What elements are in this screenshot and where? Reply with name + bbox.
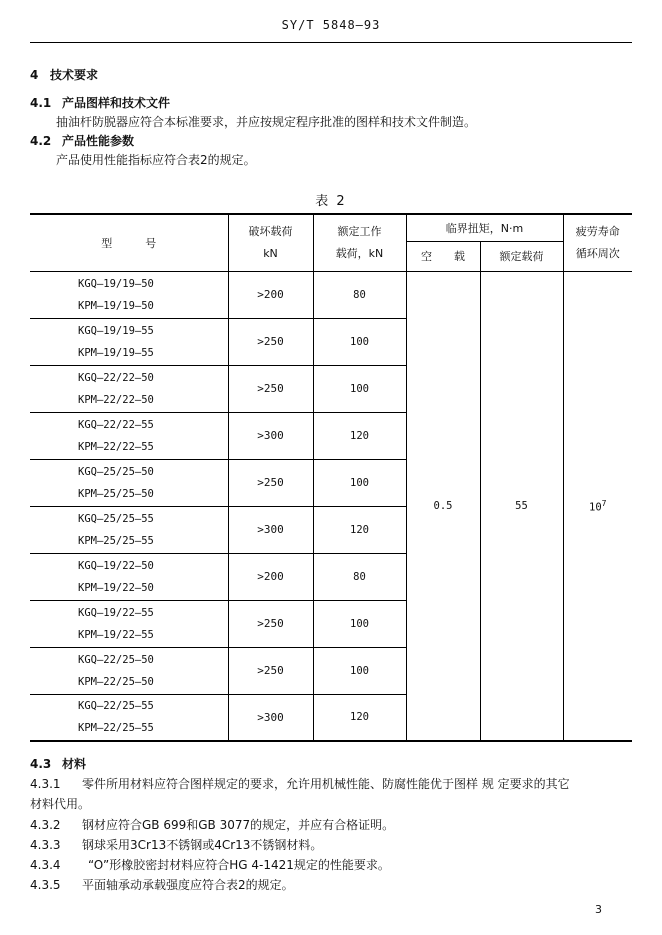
header-critical-torque: 临界扭矩，N·m: [406, 214, 563, 241]
section-4-title: 技术要求: [50, 68, 99, 82]
breaking-load-cell: >300: [228, 506, 313, 553]
model-kpm: KPM—25/25—50: [78, 487, 154, 500]
fatigue-exponent: 7: [601, 498, 607, 508]
model-cell: [30, 365, 228, 412]
item-4-3-2-text: 钢材应符合GB 699和GB 3077的规定，并应有合格证明。: [82, 818, 395, 832]
breaking-load-cell: >200: [228, 553, 313, 600]
model-cell: [30, 647, 228, 694]
model-kpm: KPM—19/19—50: [78, 299, 154, 312]
model-kgq: KGQ—22/25—55: [78, 700, 154, 713]
model-kgq: KGQ—25/25—50: [78, 465, 154, 478]
fatigue-life-cell: [563, 271, 632, 741]
rated-load-cell: 80: [313, 553, 406, 600]
section-4-2-number: 4.2: [30, 134, 52, 148]
torque-no-load-cell: 0.5: [406, 271, 480, 741]
model-kgq: KGQ—25/25—55: [78, 512, 154, 525]
section-4-3-title: 材料: [62, 757, 87, 771]
breaking-load-cell: >250: [228, 318, 313, 365]
torque-rated-cell: 55: [480, 271, 563, 741]
model-kgq: KGQ—19/22—55: [78, 606, 154, 619]
rated-load-cell: 100: [313, 318, 406, 365]
breaking-load-cell: >250: [228, 459, 313, 506]
item-4-3-1-continuation: 材料代用。: [30, 797, 91, 811]
page-number: 3: [595, 903, 602, 916]
item-4-3-4-number: 4.3.4: [30, 858, 61, 872]
model-kgq: KGQ—22/25—50: [78, 653, 154, 666]
header-breaking-load-line1: 破坏载荷: [248, 224, 293, 238]
model-kpm: KPM—19/22—50: [78, 581, 154, 594]
header-fatigue-life-line2: 循环周次: [575, 246, 620, 260]
breaking-load-cell: >250: [228, 600, 313, 647]
table-row: [30, 271, 632, 318]
model-cell: [30, 694, 228, 741]
section-4-1-text: 抽油杆防脱器应符合本标准要求，并应按规定程序批准的图样和技术文件制造。: [56, 115, 477, 129]
model-kpm: KPM—22/25—50: [78, 675, 154, 688]
item-4-3-5-text: 平面轴承动承载强度应符合表2的规定。: [82, 878, 294, 892]
header-rule: [30, 42, 632, 43]
item-4-3-3-text: 钢球采用3Cr13不锈钢或4Cr13不锈钢材料。: [82, 838, 323, 852]
breaking-load-cell: >300: [228, 412, 313, 459]
model-kpm: KPM—25/25—55: [78, 534, 154, 547]
model-cell: [30, 506, 228, 553]
model-kgq: KGQ—22/22—55: [78, 418, 154, 431]
model-cell: [30, 412, 228, 459]
section-4-1-title: 产品图样和技术文件: [62, 96, 171, 110]
item-4-3-5-number: 4.3.5: [30, 878, 61, 892]
section-4-number: 4: [30, 68, 39, 82]
header-torque-rated-load: 额定载荷: [480, 241, 563, 271]
header-breaking-load: [228, 214, 313, 271]
section-4-2-text: 产品使用性能指标应符合表2的规定。: [56, 153, 256, 167]
section-4-3-number: 4.3: [30, 757, 52, 771]
rated-load-cell: 120: [313, 412, 406, 459]
breaking-load-cell: >250: [228, 365, 313, 412]
item-4-3-3-number: 4.3.3: [30, 838, 61, 852]
breaking-load-cell: >200: [228, 271, 313, 318]
section-4-1-number: 4.1: [30, 96, 52, 110]
model-kgq: KGQ—19/19—50: [78, 277, 154, 290]
item-4-3-4-text: “O”形橡胶密封材料应符合HG 4-1421规定的性能要求。: [88, 858, 390, 872]
model-cell: [30, 318, 228, 365]
breaking-load-cell: >250: [228, 647, 313, 694]
header-rated-load-line2: 载荷，kN: [335, 246, 384, 260]
item-4-3-1-text: 零件所用材料应符合图样规定的要求，允许用机械性能、防腐性能优于图样 规 定要求的其它: [82, 777, 570, 791]
model-kpm: KPM—22/22—50: [78, 393, 154, 406]
header-fatigue-life: [563, 214, 632, 271]
rated-load-cell: 100: [313, 459, 406, 506]
model-cell: [30, 271, 228, 318]
breaking-load-cell: >300: [228, 694, 313, 741]
header-rated-load-line1: 额定工作: [337, 224, 382, 238]
model-kgq: KGQ—22/22—50: [78, 371, 154, 384]
model-kgq: KGQ—19/19—55: [78, 324, 154, 337]
fatigue-base: 10: [589, 501, 602, 513]
header-torque-no-load: 空 载: [406, 241, 480, 271]
model-cell: [30, 459, 228, 506]
model-kpm: KPM—19/19—55: [78, 346, 154, 359]
rated-load-cell: 120: [313, 506, 406, 553]
rated-load-cell: 100: [313, 647, 406, 694]
table-caption: 表 2: [315, 194, 347, 209]
header-fatigue-life-line1: 疲劳寿命: [575, 224, 620, 238]
header-rated-load: [313, 214, 406, 271]
header-breaking-load-line2: kN: [263, 246, 278, 260]
document-code-header: SY/T 5848—93: [281, 18, 381, 32]
model-kgq: KGQ—19/22—50: [78, 559, 154, 572]
rated-load-cell: 100: [313, 600, 406, 647]
model-cell: [30, 553, 228, 600]
model-kpm: KPM—22/22—55: [78, 440, 154, 453]
model-kpm: KPM—22/25—55: [78, 722, 154, 735]
rated-load-cell: 80: [313, 271, 406, 318]
rated-load-cell: 100: [313, 365, 406, 412]
rated-load-cell: 120: [313, 694, 406, 741]
spec-table: [30, 213, 632, 742]
item-4-3-2-number: 4.3.2: [30, 818, 61, 832]
section-4-2-title: 产品性能参数: [62, 134, 135, 148]
model-kpm: KPM—19/22—55: [78, 628, 154, 641]
header-model: 型 号: [30, 214, 228, 271]
item-4-3-1-number: 4.3.1: [30, 777, 61, 791]
model-cell: [30, 600, 228, 647]
